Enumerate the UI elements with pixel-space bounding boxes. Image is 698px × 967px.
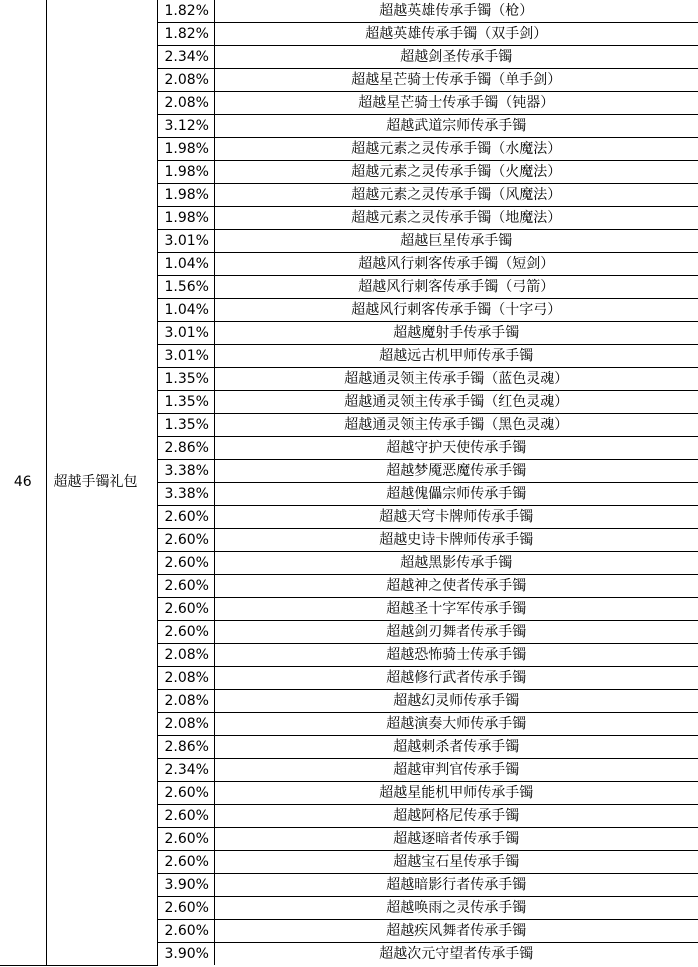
item-name-cell: 超越刺杀者传承手镯 (214, 736, 698, 759)
rate-cell: 1.35% (157, 368, 214, 391)
rate-cell: 2.08% (157, 690, 214, 713)
rate-cell: 2.08% (157, 69, 214, 92)
rate-cell: 2.86% (157, 736, 214, 759)
rate-cell: 2.60% (157, 621, 214, 644)
item-name-cell: 超越唤雨之灵传承手镯 (214, 897, 698, 920)
rate-cell: 2.08% (157, 713, 214, 736)
item-name-cell: 超越星能机甲师传承手镯 (214, 782, 698, 805)
rate-cell: 2.60% (157, 805, 214, 828)
rate-cell: 1.82% (157, 23, 214, 46)
rate-cell: 2.60% (157, 782, 214, 805)
rate-cell: 1.04% (157, 253, 214, 276)
rate-cell: 3.90% (157, 943, 214, 966)
rate-cell: 2.60% (157, 529, 214, 552)
item-name-cell: 超越星芒骑士传承手镯（钝器） (214, 92, 698, 115)
item-name-cell: 超越修行武者传承手镯 (214, 667, 698, 690)
rate-cell: 2.60% (157, 552, 214, 575)
rate-cell: 1.98% (157, 138, 214, 161)
item-name-cell: 超越巨星传承手镯 (214, 230, 698, 253)
item-name-cell: 超越宝石星传承手镯 (214, 851, 698, 874)
item-name-cell: 超越次元守望者传承手镯 (214, 943, 698, 966)
item-name-cell: 超越魔射手传承手镯 (214, 322, 698, 345)
item-name-cell: 超越梦魇恶魔传承手镯 (214, 460, 698, 483)
item-name-cell: 超越傀儡宗师传承手镯 (214, 483, 698, 506)
rate-cell: 1.35% (157, 414, 214, 437)
item-name-cell: 超越暗影行者传承手镯 (214, 874, 698, 897)
rate-cell: 3.01% (157, 230, 214, 253)
rate-cell: 3.38% (157, 483, 214, 506)
rate-cell: 2.60% (157, 828, 214, 851)
item-name-cell: 超越守护天使传承手镯 (214, 437, 698, 460)
rate-cell: 1.98% (157, 161, 214, 184)
item-name-cell: 超越元素之灵传承手镯（水魔法） (214, 138, 698, 161)
item-name-cell: 超越恐怖骑士传承手镯 (214, 644, 698, 667)
rate-cell: 2.60% (157, 598, 214, 621)
rate-cell: 2.34% (157, 759, 214, 782)
item-name-cell: 超越元素之灵传承手镯（地魔法） (214, 207, 698, 230)
rate-cell: 2.34% (157, 46, 214, 69)
item-name-cell: 超越疾风舞者传承手镯 (214, 920, 698, 943)
item-name-cell: 超越元素之灵传承手镯（火魔法） (214, 161, 698, 184)
item-name-cell: 超越幻灵师传承手镯 (214, 690, 698, 713)
item-name-cell: 超越史诗卡牌师传承手镯 (214, 529, 698, 552)
item-name-cell: 超越英雄传承手镯（双手剑） (214, 23, 698, 46)
item-name-cell: 超越神之使者传承手镯 (214, 575, 698, 598)
rate-cell: 3.12% (157, 115, 214, 138)
rate-cell: 3.90% (157, 874, 214, 897)
rate-cell: 2.60% (157, 506, 214, 529)
rate-cell: 2.08% (157, 92, 214, 115)
item-name-cell: 超越风行刺客传承手镯（短剑） (214, 253, 698, 276)
table-row (0, 0, 698, 23)
item-name-cell: 超越英雄传承手镯（枪） (214, 0, 698, 23)
item-name-cell: 超越远古机甲师传承手镯 (214, 345, 698, 368)
item-name-cell: 超越通灵领主传承手镯（红色灵魂） (214, 391, 698, 414)
package-id-cell: 46 (0, 0, 46, 965)
item-name-cell: 超越星芒骑士传承手镯（单手剑） (214, 69, 698, 92)
rate-cell: 2.60% (157, 920, 214, 943)
rate-cell: 2.60% (157, 575, 214, 598)
rate-cell: 2.60% (157, 897, 214, 920)
rate-cell: 2.08% (157, 644, 214, 667)
rate-cell: 2.60% (157, 851, 214, 874)
item-name-cell: 超越通灵领主传承手镯（蓝色灵魂） (214, 368, 698, 391)
item-name-cell: 超越黑影传承手镯 (214, 552, 698, 575)
item-name-cell: 超越审判官传承手镯 (214, 759, 698, 782)
item-name-cell: 超越武道宗师传承手镯 (214, 115, 698, 138)
rate-cell: 1.04% (157, 299, 214, 322)
package-name-cell: 超越手镯礼包 (46, 0, 157, 965)
rate-cell: 1.82% (157, 0, 214, 23)
rate-cell: 3.38% (157, 460, 214, 483)
item-name-cell: 超越剑刃舞者传承手镯 (214, 621, 698, 644)
item-name-cell: 超越风行刺客传承手镯（弓箭） (214, 276, 698, 299)
item-name-cell: 超越剑圣传承手镯 (214, 46, 698, 69)
rate-cell: 3.01% (157, 345, 214, 368)
item-name-cell: 超越通灵领主传承手镯（黑色灵魂） (214, 414, 698, 437)
item-name-cell: 超越阿格尼传承手镯 (214, 805, 698, 828)
rate-cell: 1.98% (157, 184, 214, 207)
item-name-cell: 超越风行刺客传承手镯（十字弓） (214, 299, 698, 322)
rate-cell: 1.98% (157, 207, 214, 230)
item-name-cell: 超越元素之灵传承手镯（风魔法） (214, 184, 698, 207)
rate-cell: 2.86% (157, 437, 214, 460)
rate-cell: 1.56% (157, 276, 214, 299)
rate-cell: 1.35% (157, 391, 214, 414)
item-name-cell: 超越逐暗者传承手镯 (214, 828, 698, 851)
rate-cell: 3.01% (157, 322, 214, 345)
item-name-cell: 超越圣十字军传承手镯 (214, 598, 698, 621)
rate-cell: 2.08% (157, 667, 214, 690)
item-name-cell: 超越天穹卡牌师传承手镯 (214, 506, 698, 529)
item-name-cell: 超越演奏大师传承手镯 (214, 713, 698, 736)
